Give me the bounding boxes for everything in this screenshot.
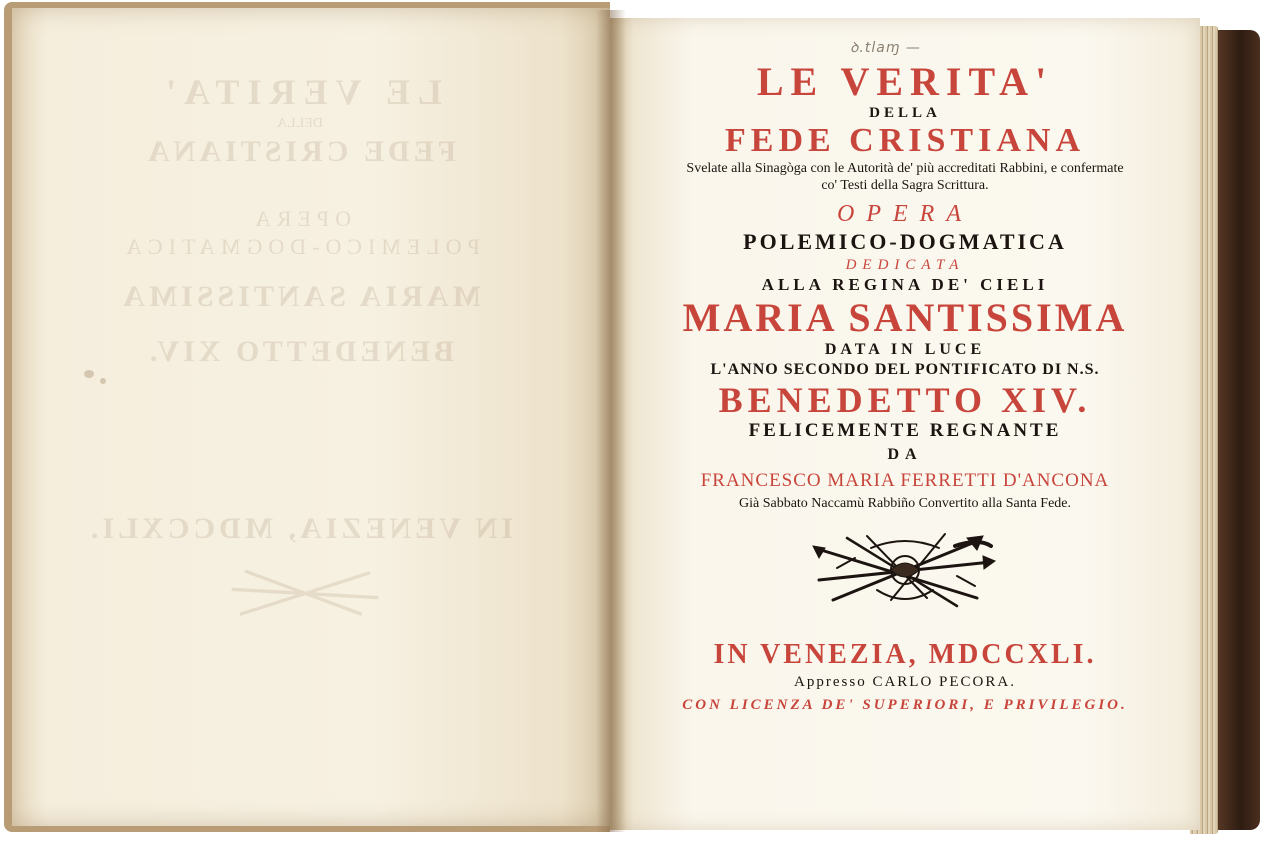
title-line-3: FEDE CRISTIANA (725, 122, 1085, 159)
title-line-2: DELLA (869, 105, 941, 121)
title-page-text (610, 60, 1200, 718)
title-line-1: LE VERITA' (756, 59, 1054, 104)
felicemente-line: FELICEMENTE REGNANTE (748, 420, 1062, 441)
printer-line: Appresso CARLO PECORA. (794, 674, 1016, 690)
imprint-line: IN VENEZIA, MDCCXLI. (713, 639, 1097, 670)
data-in-luce-line: DATA IN LUCE (824, 341, 986, 358)
license-line: CON LICENZA DE' SUPERIORI, E PRIVILEGIO. (682, 697, 1128, 713)
anno-line: L'ANNO SECONDO DEL PONTIFICATO DI N.S. (710, 361, 1100, 378)
da-line: DA (887, 446, 923, 463)
author-line: FRANCESCO MARIA FERRETTI D'ANCONA (700, 470, 1110, 491)
subtitle-line-1: Svelate alla Sinagòga con le Autorità de' più accreditati Rabbini, e confermate (686, 161, 1124, 176)
polemico-line: POLEMICO-DOGMATICA (743, 229, 1067, 254)
maria-line: MARIA SANTISSIMA (682, 295, 1128, 340)
bleed-through-ornament (220, 556, 390, 626)
regina-line: ALLA REGINA DE' CIELI (761, 275, 1049, 294)
benedetto-line: BENEDETTO XIV. (718, 380, 1092, 420)
trophy-of-arms-ornament-icon (807, 528, 1003, 612)
handwritten-annotation: ꝺ.tlaɱ — (850, 40, 921, 56)
opera-line: OPERA (837, 201, 973, 227)
subtitle-line-2: co' Testi della Sagra Scrittura. (821, 178, 989, 193)
dedicata-line: DEDICATA (845, 257, 965, 273)
bleed-through-text: LE VERITA' DELLA FEDE CRISTIANA OPERA POLEMICO-DOGMATICA MARIA SANTISSIMA BENEDETTO XIV. IN VENEZIA, MDCCXLI. (86, 72, 514, 545)
author-note-line: Già Sabbato Naccamù Rabbiño Convertito alla Santa Fede. (738, 496, 1072, 511)
